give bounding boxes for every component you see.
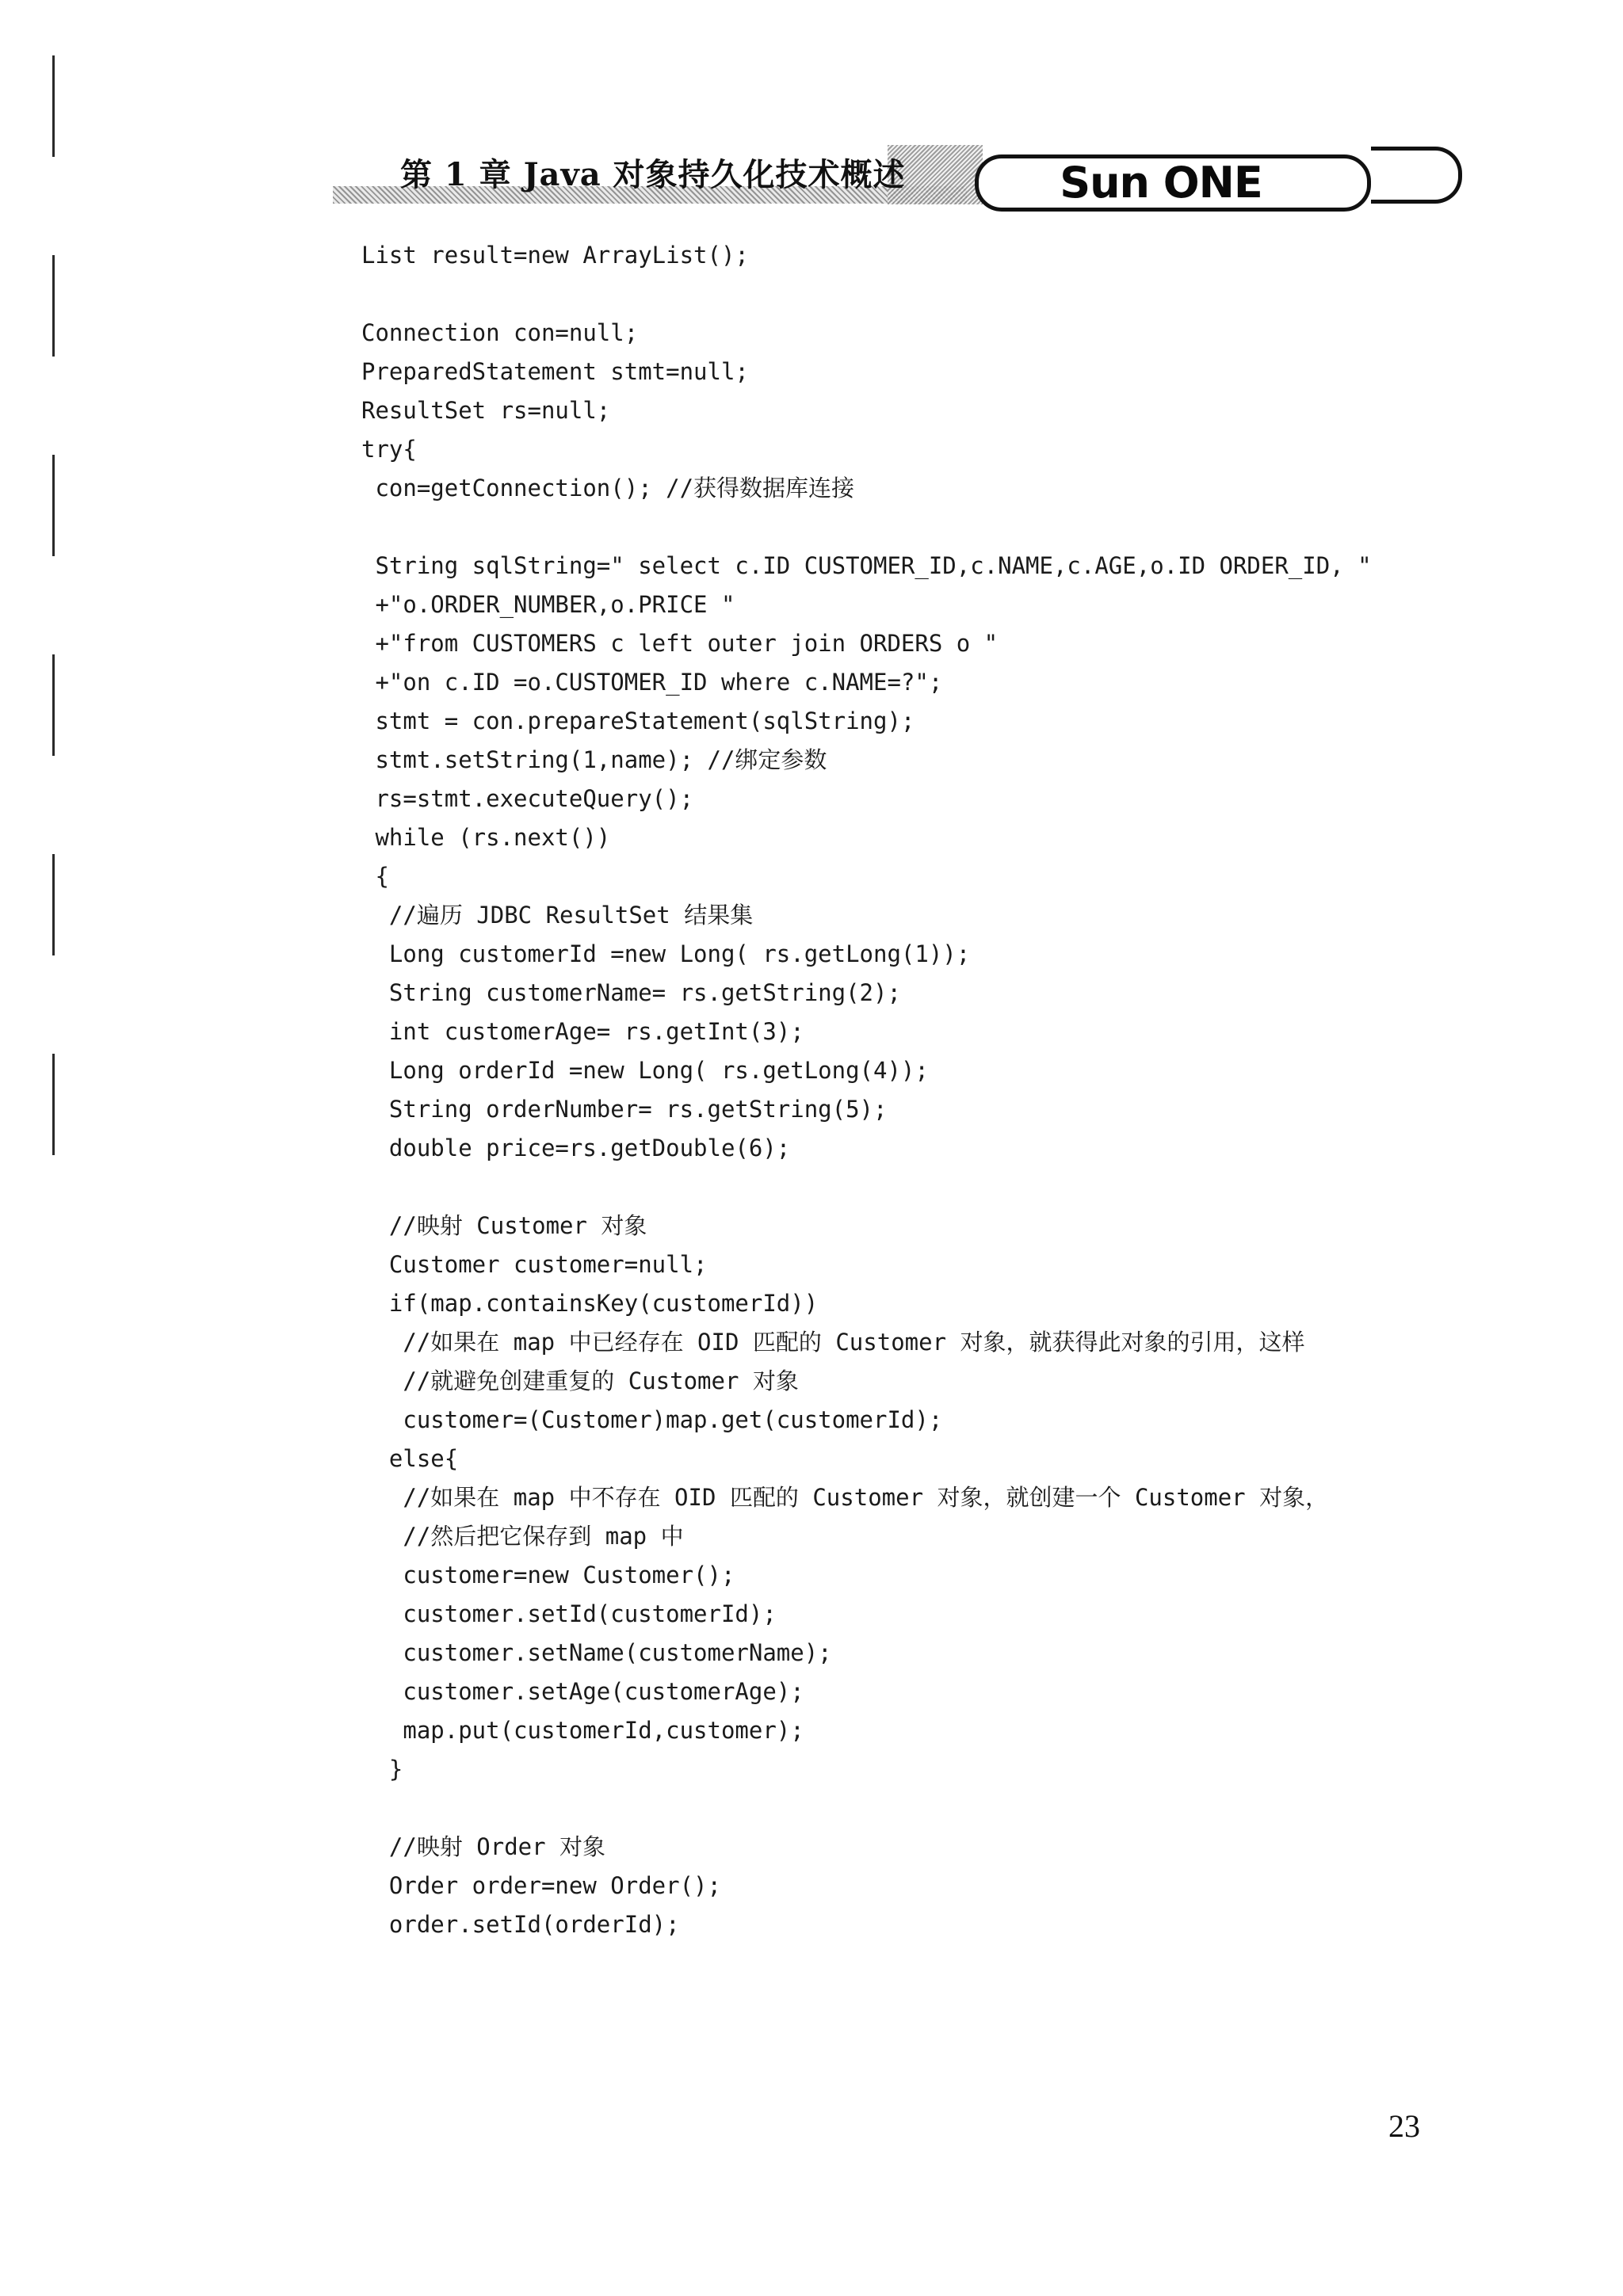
code-line: customer=new Customer();	[361, 1562, 735, 1589]
code-line	[361, 1168, 1503, 1207]
code-line: String orderNumber= rs.getString(5);	[361, 1096, 888, 1123]
code-line: String sqlString=" select c.ID CUSTOMER_ID,c.NAME,c.AGE,o.ID ORDER_ID, "	[361, 552, 1372, 579]
code-line: rs=stmt.executeQuery();	[361, 785, 694, 812]
code-line: Connection con=null;	[361, 319, 639, 346]
margin-mark	[52, 654, 55, 756]
code-line: }	[361, 1756, 403, 1783]
code-line: order.setId(orderId);	[361, 1911, 680, 1938]
code-line	[361, 275, 1503, 314]
brand-logo	[975, 154, 1371, 212]
margin-mark	[52, 1054, 55, 1155]
running-header	[333, 139, 1442, 226]
code-line: try{	[361, 436, 417, 463]
code-line: map.put(customerId,customer);	[361, 1717, 804, 1744]
code-line: con=getConnection(); //获得数据库连接	[361, 475, 855, 502]
code-line: +"from CUSTOMERS c left outer join ORDERS o "	[361, 630, 999, 657]
code-line: Order order=new Order();	[361, 1872, 721, 1899]
code-line: if(map.containsKey(customerId))	[361, 1290, 819, 1317]
code-line: String customerName= rs.getString(2);	[361, 979, 901, 1006]
code-line: //如果在 map 中已经存在 OID 匹配的 Customer 对象，就获得此对象的引用，这样	[361, 1329, 1305, 1356]
brand-box-outline	[1371, 147, 1462, 204]
code-line: stmt.setString(1,name); //绑定参数	[361, 746, 827, 773]
code-line: customer=(Customer)map.get(customerId);	[361, 1406, 943, 1433]
code-line: Long customerId =new Long( rs.getLong(1));	[361, 940, 971, 967]
code-line: //就避免创建重复的 Customer 对象	[361, 1367, 799, 1394]
code-line: //映射 Order 对象	[361, 1833, 606, 1860]
code-line: Long orderId =new Long( rs.getLong(4));	[361, 1057, 929, 1084]
margin-mark	[52, 854, 55, 955]
brand-text: Sun ONE	[1060, 158, 1262, 208]
code-line: +"o.ORDER_NUMBER,o.PRICE "	[361, 591, 735, 618]
code-line: else{	[361, 1445, 459, 1472]
chapter-title: 第 1 章 Java 对象持久化技术概述	[400, 156, 906, 193]
code-line	[361, 1789, 1503, 1828]
code-line: customer.setAge(customerAge);	[361, 1678, 804, 1705]
code-line: Customer customer=null;	[361, 1251, 708, 1278]
code-line: stmt = con.prepareStatement(sqlString);	[361, 707, 915, 734]
code-listing	[361, 236, 1503, 1944]
code-line: double price=rs.getDouble(6);	[361, 1135, 791, 1161]
code-line: //如果在 map 中不存在 OID 匹配的 Customer 对象，就创建一个 Customer 对象，	[361, 1484, 1329, 1511]
code-line: List result=new ArrayList();	[361, 242, 749, 269]
code-line: customer.setId(customerId);	[361, 1600, 777, 1627]
code-line	[361, 508, 1503, 547]
code-line: customer.setName(customerName);	[361, 1639, 832, 1666]
margin-mark	[52, 55, 55, 157]
code-line: //然后把它保存到 map 中	[361, 1523, 684, 1550]
code-line: +"on c.ID =o.CUSTOMER_ID where c.NAME=?";	[361, 669, 943, 696]
code-line: while (rs.next())	[361, 824, 611, 851]
code-line: //映射 Customer 对象	[361, 1212, 647, 1239]
page-number: 23	[1388, 2108, 1420, 2144]
code-line: PreparedStatement stmt=null;	[361, 358, 749, 385]
code-line: ResultSet rs=null;	[361, 397, 611, 424]
code-line: //遍历 JDBC ResultSet 结果集	[361, 902, 754, 929]
code-line: int customerAge= rs.getInt(3);	[361, 1018, 804, 1045]
margin-mark	[52, 455, 55, 556]
margin-mark	[52, 255, 55, 357]
code-line: {	[361, 863, 389, 890]
